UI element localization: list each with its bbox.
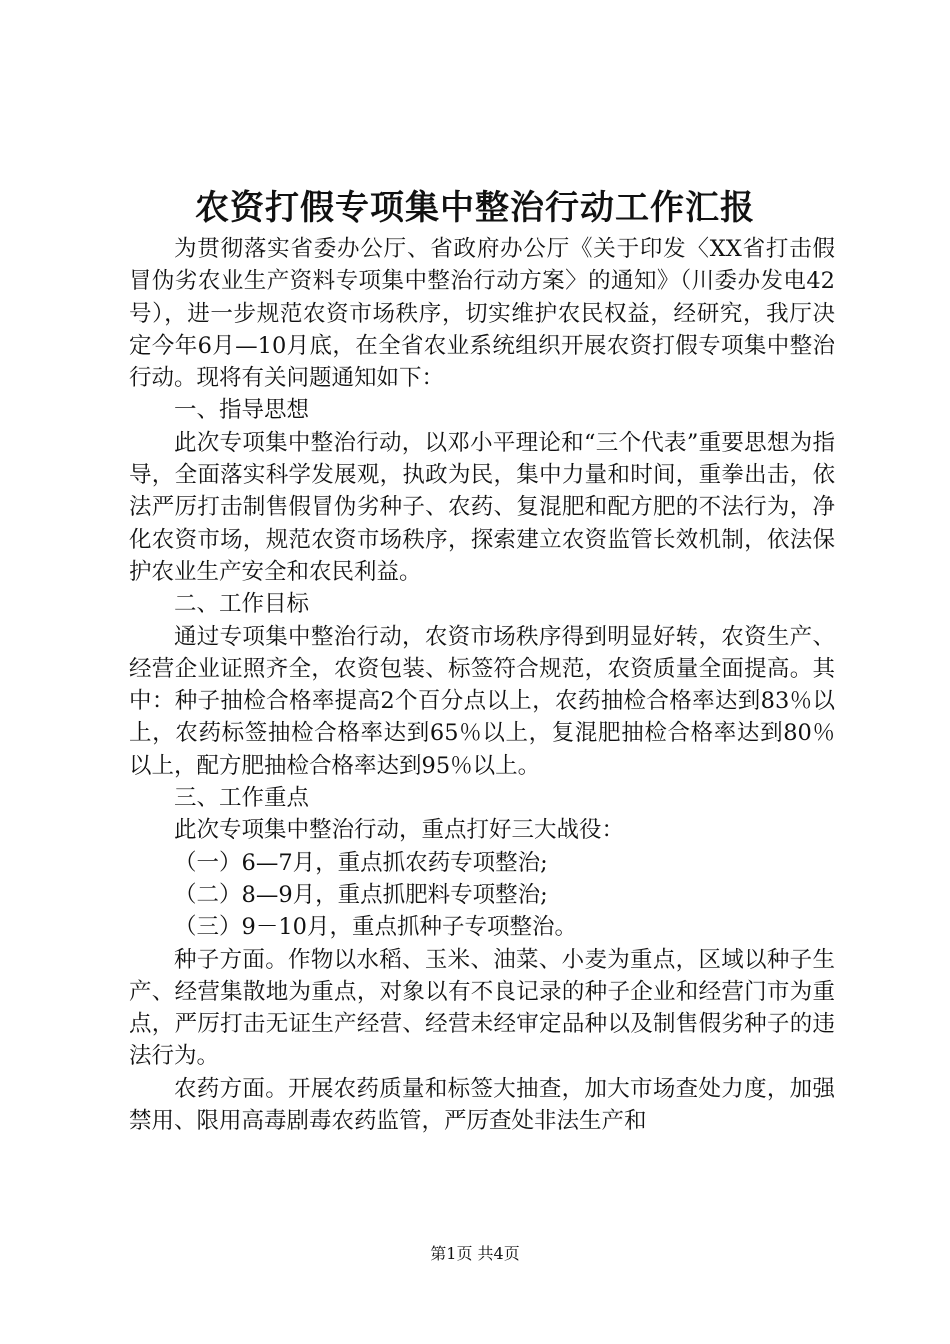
section-heading-work-focus: 三、工作重点 [174,785,310,812]
work-focus-item-1: （一）6—7月，重点抓农药专项整治; [174,849,548,876]
document-body [129,233,835,1137]
work-goals-paragraph: 通过专项集中整治行动，农资市场秩序得到明显好转，农资生产、经营企业证照齐全，农资包装、标签符合规范，农资质量全面提高。其中：种子抽检合格率提高2个百分点以上，农药抽检合格率达到83％以上，农药标签抽检合格率达到65％以上，复混肥抽检合格率达到80％以上，配方肥抽检合格率达到95％以上。 [129,623,835,779]
document-title: 农资打假专项集中整治行动工作汇报 [195,188,755,228]
section-heading-guiding-ideology: 一、指导思想 [174,397,310,424]
page-number-footer: 第1页 共4页 [430,1244,520,1263]
seed-paragraph: 种子方面。作物以水稻、玉米、油菜、小麦为重点，区域以种子生产、经营集散地为重点，对象以有不良记录的种子企业和经营门市为重点，严厉打击无证生产经营、经营未经审定品种以及制售假劣种子的违法行为。 [129,946,835,1070]
work-focus-intro: 此次专项集中整治行动，重点打好三大战役： [174,817,625,844]
guiding-ideology-paragraph: 此次专项集中整治行动，以邓小平理论和“三个代表”重要思想为指导，全面落实科学发展观，执政为民，集中力量和时间，重拳出击，依法严厉打击制售假冒伪劣种子、农药、复混肥和配方肥的不法行为，净化农资市场，规范农资市场秩序，探索建立农资监管长效机制，依法保护农业生产安全和农民利益。 [129,429,835,585]
intro-paragraph: 为贯彻落实省委办公厅、省政府办公厅《关于印发〈XX省打击假冒伪劣农业生产资料专项集中整治行动方案〉的通知》（川委办发电42号），进一步规范农资市场秩序，切实维护农民权益，经研究，我厅决定今年6月—10月底，在全省农业系统组织开展农资打假专项集中整治行动。现将有关问题通知如下： [129,236,835,392]
pesticide-paragraph: 农药方面。开展农药质量和标签大抽查，加大市场查处力度，加强禁用、限用高毒剧毒农药监管，严厉查处非法生产和 [129,1075,835,1135]
work-focus-item-2: （二）8—9月，重点抓肥料专项整治; [174,881,548,908]
work-focus-item-3: （三）9－10月，重点抓种子专项整治。 [174,914,577,941]
section-heading-work-goals: 二、工作目标 [174,591,310,618]
